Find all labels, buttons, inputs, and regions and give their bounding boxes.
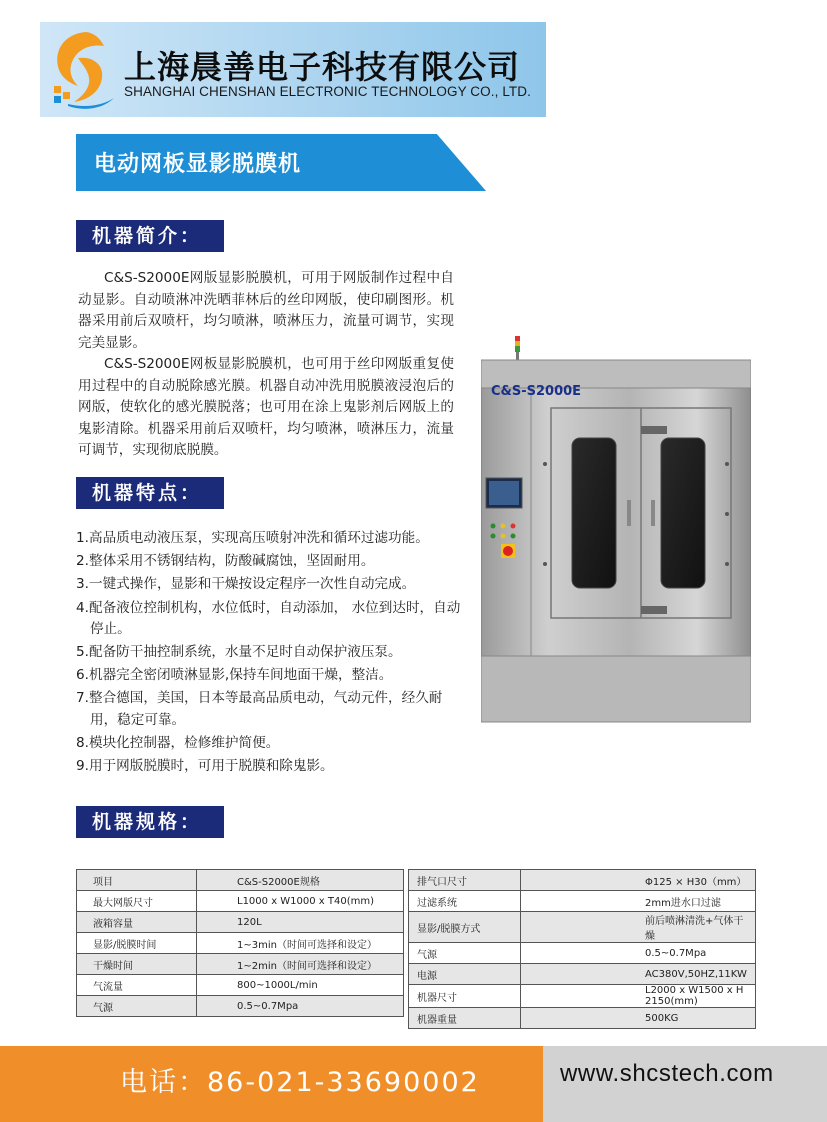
phone-number: 电话：86-021-33690002	[120, 1067, 480, 1098]
feature-item: 4.配备液位控制机构，水位低时，自动添加， 水位到达时，自动停止。	[76, 599, 461, 637]
spec-value: 800~1000L/min	[197, 975, 404, 996]
table-row	[77, 870, 404, 891]
spec-value: 120L	[197, 912, 404, 933]
table-row	[77, 912, 404, 933]
spec-value: 1~3min（时间可选择和设定）	[197, 933, 404, 954]
spec-key: 气源	[77, 996, 197, 1017]
feature-item: 3.一键式操作，显影和干燥按设定程序一次性自动完成。	[76, 576, 416, 593]
table-row	[409, 943, 756, 964]
spec-key: 机器重量	[409, 1008, 521, 1029]
table-row	[77, 933, 404, 954]
company-name-cn: 上海晨善电子科技有限公司	[124, 48, 521, 86]
table-row	[409, 870, 756, 891]
table-row	[409, 1008, 756, 1029]
company-name-en: SHANGHAI CHENSHAN ELECTRONIC TECHNOLOGY CO., LTD.	[124, 84, 531, 99]
spec-key: 显影/脱膜方式	[409, 912, 521, 943]
spec-value: 1~2min（时间可选择和设定）	[197, 954, 404, 975]
feature-item: 7.整合德国，美国，日本等最高品质电动，气动元件，经久耐用，稳定可靠。	[76, 690, 443, 728]
section-features-heading: 机器特点：	[76, 477, 224, 509]
intro-paragraph: C&S-S2000E网版显影脱膜机，可用于网版制作过程中自动显影。自动喷淋冲洗晒菲林后的丝印网版，使印刷图形。机器采用前后双喷杆，均匀喷淋，喷淋压力，流量可调节，实现完美显影。	[78, 270, 454, 351]
spec-key: 机器尺寸	[409, 985, 521, 1008]
feature-item: 2.整体采用不锈钢结构，防酸碱腐蚀，坚固耐用。	[76, 553, 375, 570]
spec-value: 0.5~0.7Mpa	[197, 996, 404, 1017]
machine-model-label: C&S-S2000E	[491, 384, 582, 399]
table-row	[409, 964, 756, 985]
spec-value: 500KG	[521, 1008, 756, 1029]
spec-value: L2000 x W1500 x H 2150(mm)	[521, 985, 756, 1008]
feature-item: 9.用于网版脱膜时，可用于脱膜和除鬼影。	[76, 758, 334, 775]
table-row	[77, 891, 404, 912]
spec-key: 电源	[409, 964, 521, 985]
website-link[interactable]: www.shcstech.com	[560, 1060, 774, 1087]
intro-text	[78, 268, 454, 462]
spec-value: C&S-S2000E规格	[197, 870, 404, 891]
table-row	[409, 891, 756, 912]
spec-value: Φ125 × H30（mm）	[521, 870, 756, 891]
spec-key: 气源	[409, 943, 521, 964]
spec-key: 显影/脱膜时间	[77, 933, 197, 954]
spec-key: 排气口尺寸	[409, 870, 521, 891]
feature-item: 1.高品质电动液压泵，实现高压喷射冲洗和循环过滤功能。	[76, 530, 429, 546]
intro-paragraph: C&S-S2000E网板显影脱膜机，也可用于丝印网版重复使用过程中的自动脱除感光膜。机器自动冲洗用脱膜液浸泡后的网版，使软化的感光膜脱落；也可用在涂上鬼影剂后网版上的鬼影清除。机器采用前后双喷杆，均匀喷淋，喷淋压力，流量可调节，实现彻底脱膜。	[78, 356, 454, 458]
feature-item: 6.机器完全密闭喷淋显影,保持车间地面干燥，整洁。	[76, 667, 393, 684]
page-title: 电动网板显影脱膜机	[94, 152, 302, 177]
spec-key: 过滤系统	[409, 891, 521, 912]
feature-item: 5.配备防干抽控制系统，水量不足时自动保护液压泵。	[76, 644, 402, 661]
spec-value: 前后喷淋清洗+气体干燥	[521, 912, 756, 943]
machine-photo	[481, 336, 751, 726]
spec-table-right	[408, 869, 756, 1029]
table-row	[77, 975, 404, 996]
feature-item: 8.模块化控制器，检修维护简便。	[76, 734, 280, 751]
spec-value: 0.5~0.7Mpa	[521, 943, 756, 964]
table-row	[77, 996, 404, 1017]
spec-key: 液箱容量	[77, 912, 197, 933]
spec-key: 项目	[77, 870, 197, 891]
spec-key: 最大网版尺寸	[77, 891, 197, 912]
section-specs-heading: 机器规格：	[76, 806, 224, 838]
features-list	[76, 528, 461, 779]
spec-key: 气流量	[77, 975, 197, 996]
company-logo-icon	[48, 28, 118, 110]
spec-value: AC380V,50HZ,11KW	[521, 964, 756, 985]
table-row	[409, 985, 756, 1008]
section-intro-heading: 机器简介：	[76, 220, 224, 252]
table-row	[77, 954, 404, 975]
spec-value: 2mm进水口过滤	[521, 891, 756, 912]
spec-table-left	[76, 869, 404, 1017]
spec-value: L1000 x W1000 x T40(mm)	[197, 891, 404, 912]
table-row	[409, 912, 756, 943]
spec-key: 干燥时间	[77, 954, 197, 975]
